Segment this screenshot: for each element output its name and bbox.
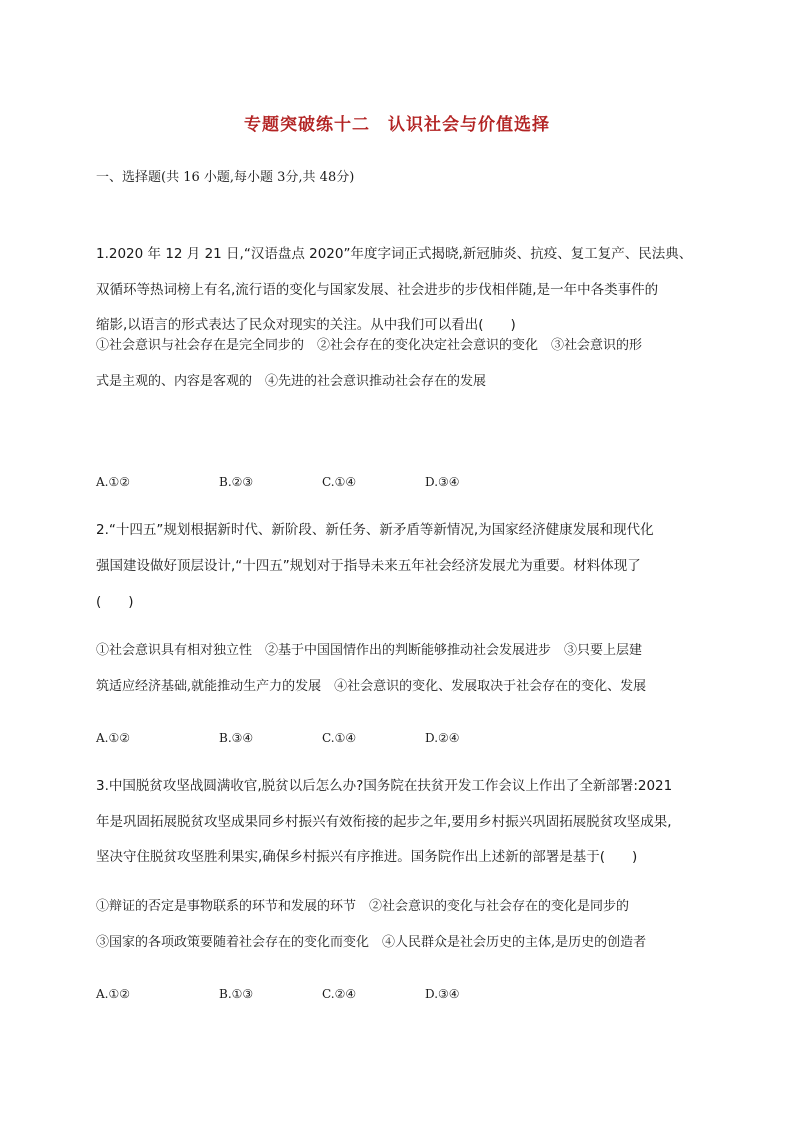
- statement-line: 筑适应经济基础,就能推动生产力的发展 ④社会意识的变化、发展取决于社会存在的变化、发展: [96, 679, 647, 694]
- statement-line: ①社会意识具有相对独立性 ②基于中国国情作出的判断能够推动社会发展进步 ③只要上层建: [96, 643, 643, 658]
- option-c[interactable]: C.①④: [322, 475, 357, 489]
- option-d[interactable]: D.②④: [425, 731, 460, 745]
- section-heading: 一、选择题(共 16 小题,每小题 3分,共 48分): [96, 170, 355, 185]
- option-b[interactable]: B.②③: [219, 475, 254, 489]
- option-a[interactable]: A.①②: [96, 987, 130, 1001]
- option-b[interactable]: B.③④: [219, 731, 254, 745]
- question-stem-line: 强国建设做好顶层设计,“十四五”规划对于指导未来五年社会经济发展尤为重要。材料体现了: [96, 558, 641, 574]
- question-stem-line: 年是巩固拓展脱贫攻坚成果同乡村振兴有效衔接的起步之年,要用乡村振兴巩固拓展脱贫攻坚成果,: [96, 814, 672, 830]
- option-b[interactable]: B.①③: [219, 987, 254, 1001]
- statement-line: ①社会意识与社会存在是完全同步的 ②社会存在的变化决定社会意识的变化 ③社会意识的形: [96, 338, 643, 353]
- statement-line: 式是主观的、内容是客观的 ④先进的社会意识推动社会存在的发展: [96, 374, 487, 389]
- statement-line: ①辩证的否定是事物联系的环节和发展的环节 ②社会意识的变化与社会存在的变化是同步的: [96, 899, 630, 914]
- option-d[interactable]: D.③④: [425, 475, 460, 489]
- question-stem-line: 3.中国脱贫攻坚战圆满收官,脱贫以后怎么办?国务院在扶贫开发工作会议上作出了全新部署:2021: [96, 778, 673, 794]
- option-a[interactable]: A.①②: [96, 475, 130, 489]
- option-c[interactable]: C.②④: [322, 987, 357, 1001]
- question-stem-line: 双循环等热词榜上有名,流行语的变化与国家发展、社会进步的步伐相伴随,是一年中各类事件的: [96, 282, 659, 298]
- question-stem-line: 1.2020 年 12 月 21 日,“汉语盘点 2020”年度字词正式揭晓,新冠肺炎、抗疫、复工复产、民法典、: [96, 246, 693, 262]
- option-d[interactable]: D.③④: [425, 987, 460, 1001]
- option-c[interactable]: C.①④: [322, 731, 357, 745]
- option-a[interactable]: A.①②: [96, 731, 130, 745]
- question-stem-line: 缩影,以语言的形式表达了民众对现实的关注。从中我们可以看出( ): [96, 317, 516, 333]
- statement-line: ③国家的各项政策要随着社会存在的变化而变化 ④人民群众是社会历史的主体,是历史的创造者: [96, 935, 647, 950]
- page-title: 专题突破练十二 认识社会与价值选择: [244, 115, 550, 135]
- question-stem-line: ( ): [96, 594, 134, 610]
- question-stem-line: 2.“十四五”规划根据新时代、新阶段、新任务、新矛盾等新情况,为国家经济健康发展和现代化: [96, 522, 654, 538]
- question-stem-line: 坚决守住脱贫攻坚胜利果实,确保乡村振兴有序推进。国务院作出上述新的部署是基于( ): [96, 849, 638, 865]
